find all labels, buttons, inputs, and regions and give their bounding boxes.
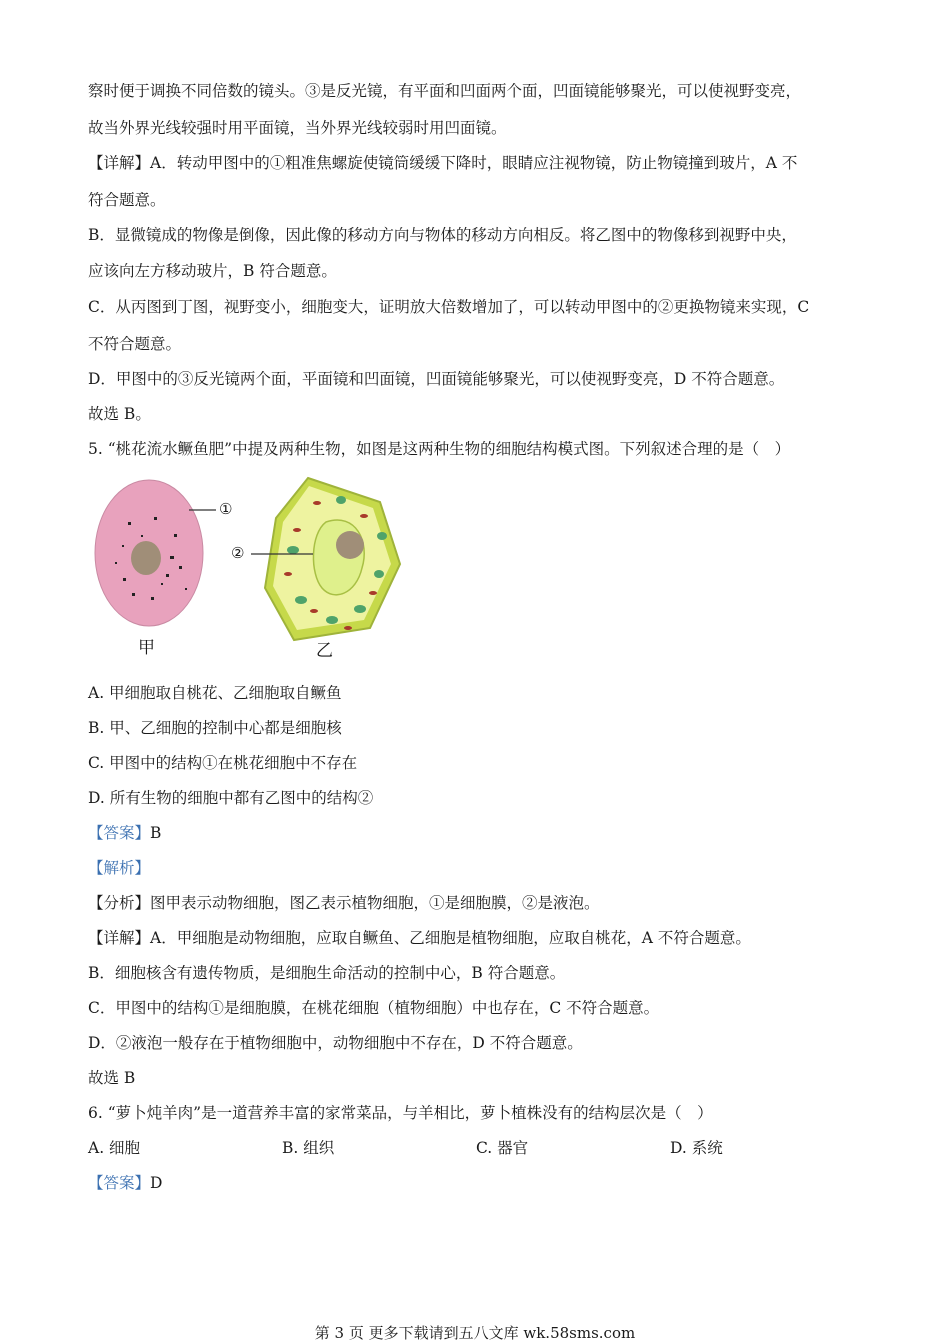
q6-option-d: D. 系统 xyxy=(670,1139,723,1157)
cell-structure-figure xyxy=(88,470,418,660)
label-yi: 乙 xyxy=(316,641,333,661)
text-line: 故选 B xyxy=(88,1069,136,1087)
answer-value: B xyxy=(150,824,162,842)
text-line: 【详解】A．转动甲图中的①粗准焦螺旋使镜筒缓缓下降时，眼睛应注视物镜，防止物镜撞到玻片，A 不 xyxy=(88,154,798,172)
text-line: 应该向左方移动玻片，B 符合题意。 xyxy=(88,262,337,280)
page-footer: 第 3 页 更多下载请到五八文库 wk.58sms.com xyxy=(314,1324,636,1342)
callout-label-2: ② xyxy=(231,544,245,562)
text-line: B．显微镜成的物像是倒像，因此像的移动方向与物体的移动方向相反。将乙图中的物像移到视野中央， xyxy=(88,226,797,244)
q5-answer xyxy=(88,822,161,844)
q5-option-b: B. 甲、乙细胞的控制中心都是细胞核 xyxy=(88,719,342,737)
animal-cell-nucleus xyxy=(131,541,161,575)
question-6-stem: 6. “萝卜炖羊肉”是一道营养丰富的家常菜品，与羊相比，萝卜植株没有的结构层次是（ ） xyxy=(88,1104,713,1122)
q6-option-c: C. 器官 xyxy=(476,1139,529,1157)
q6-option-a: A. 细胞 xyxy=(88,1139,141,1157)
q5-analysis-tag: 【解析】 xyxy=(88,859,151,877)
q5-option-a: A. 甲细胞取自桃花、乙细胞取自鳜鱼 xyxy=(88,684,342,702)
q6-answer xyxy=(88,1172,162,1194)
q5-option-c: C. 甲图中的结构①在桃花细胞中不存在 xyxy=(88,754,358,772)
text-line: 符合题意。 xyxy=(88,191,166,209)
text-line: 故当外界光线较强时用平面镜，当外界光线较弱时用凹面镜。 xyxy=(88,119,507,137)
q5-option-d: D. 所有生物的细胞中都有乙图中的结构② xyxy=(88,789,374,807)
text-line: C．从丙图到丁图，视野变小，细胞变大，证明放大倍数增加了，可以转动甲图中的②更换物镜来实现，C xyxy=(88,298,810,316)
text-line: C．甲图中的结构①是细胞膜，在桃花细胞（植物细胞）中也存在，C 不符合题意。 xyxy=(88,999,660,1017)
text-line: D．②液泡一般存在于植物细胞中，动物细胞中不存在，D 不符合题意。 xyxy=(88,1034,583,1052)
plant-cell-nucleus xyxy=(336,531,364,559)
text-line: 【分析】图甲表示动物细胞，图乙表示植物细胞，①是细胞膜，②是液泡。 xyxy=(88,894,600,912)
text-line: D．甲图中的③反光镜两个面，平面镜和凹面镜，凹面镜能够聚光，可以使视野变亮，D 不符合题意。 xyxy=(88,370,785,388)
label-jia: 甲 xyxy=(138,638,155,658)
text-line: B．细胞核含有遗传物质，是细胞生命活动的控制中心，B 符合题意。 xyxy=(88,964,566,982)
callout-label-1: ① xyxy=(219,500,233,518)
text-line: 察时便于调换不同倍数的镜头。③是反光镜，有平面和凹面两个面，凹面镜能够聚光，可以使视野变亮， xyxy=(88,82,802,100)
text-line: 不符合题意。 xyxy=(88,335,182,353)
q6-option-b: B. 组织 xyxy=(282,1139,335,1157)
answer-value: D xyxy=(150,1174,163,1192)
cell-diagram xyxy=(88,470,418,660)
text-line: 故选 B。 xyxy=(88,405,151,423)
question-5-stem: 5. “桃花流水鳜鱼肥”中提及两种生物，如图是这两种生物的细胞结构模式图。下列叙述合理的是（ ） xyxy=(88,440,791,458)
text-line: 【详解】A．甲细胞是动物细胞，应取自鳜鱼、乙细胞是植物细胞，应取自桃花，A 不符合题意。 xyxy=(88,929,751,947)
answer-tag: 【答案】 xyxy=(88,1174,151,1192)
answer-tag: 【答案】 xyxy=(88,824,151,842)
